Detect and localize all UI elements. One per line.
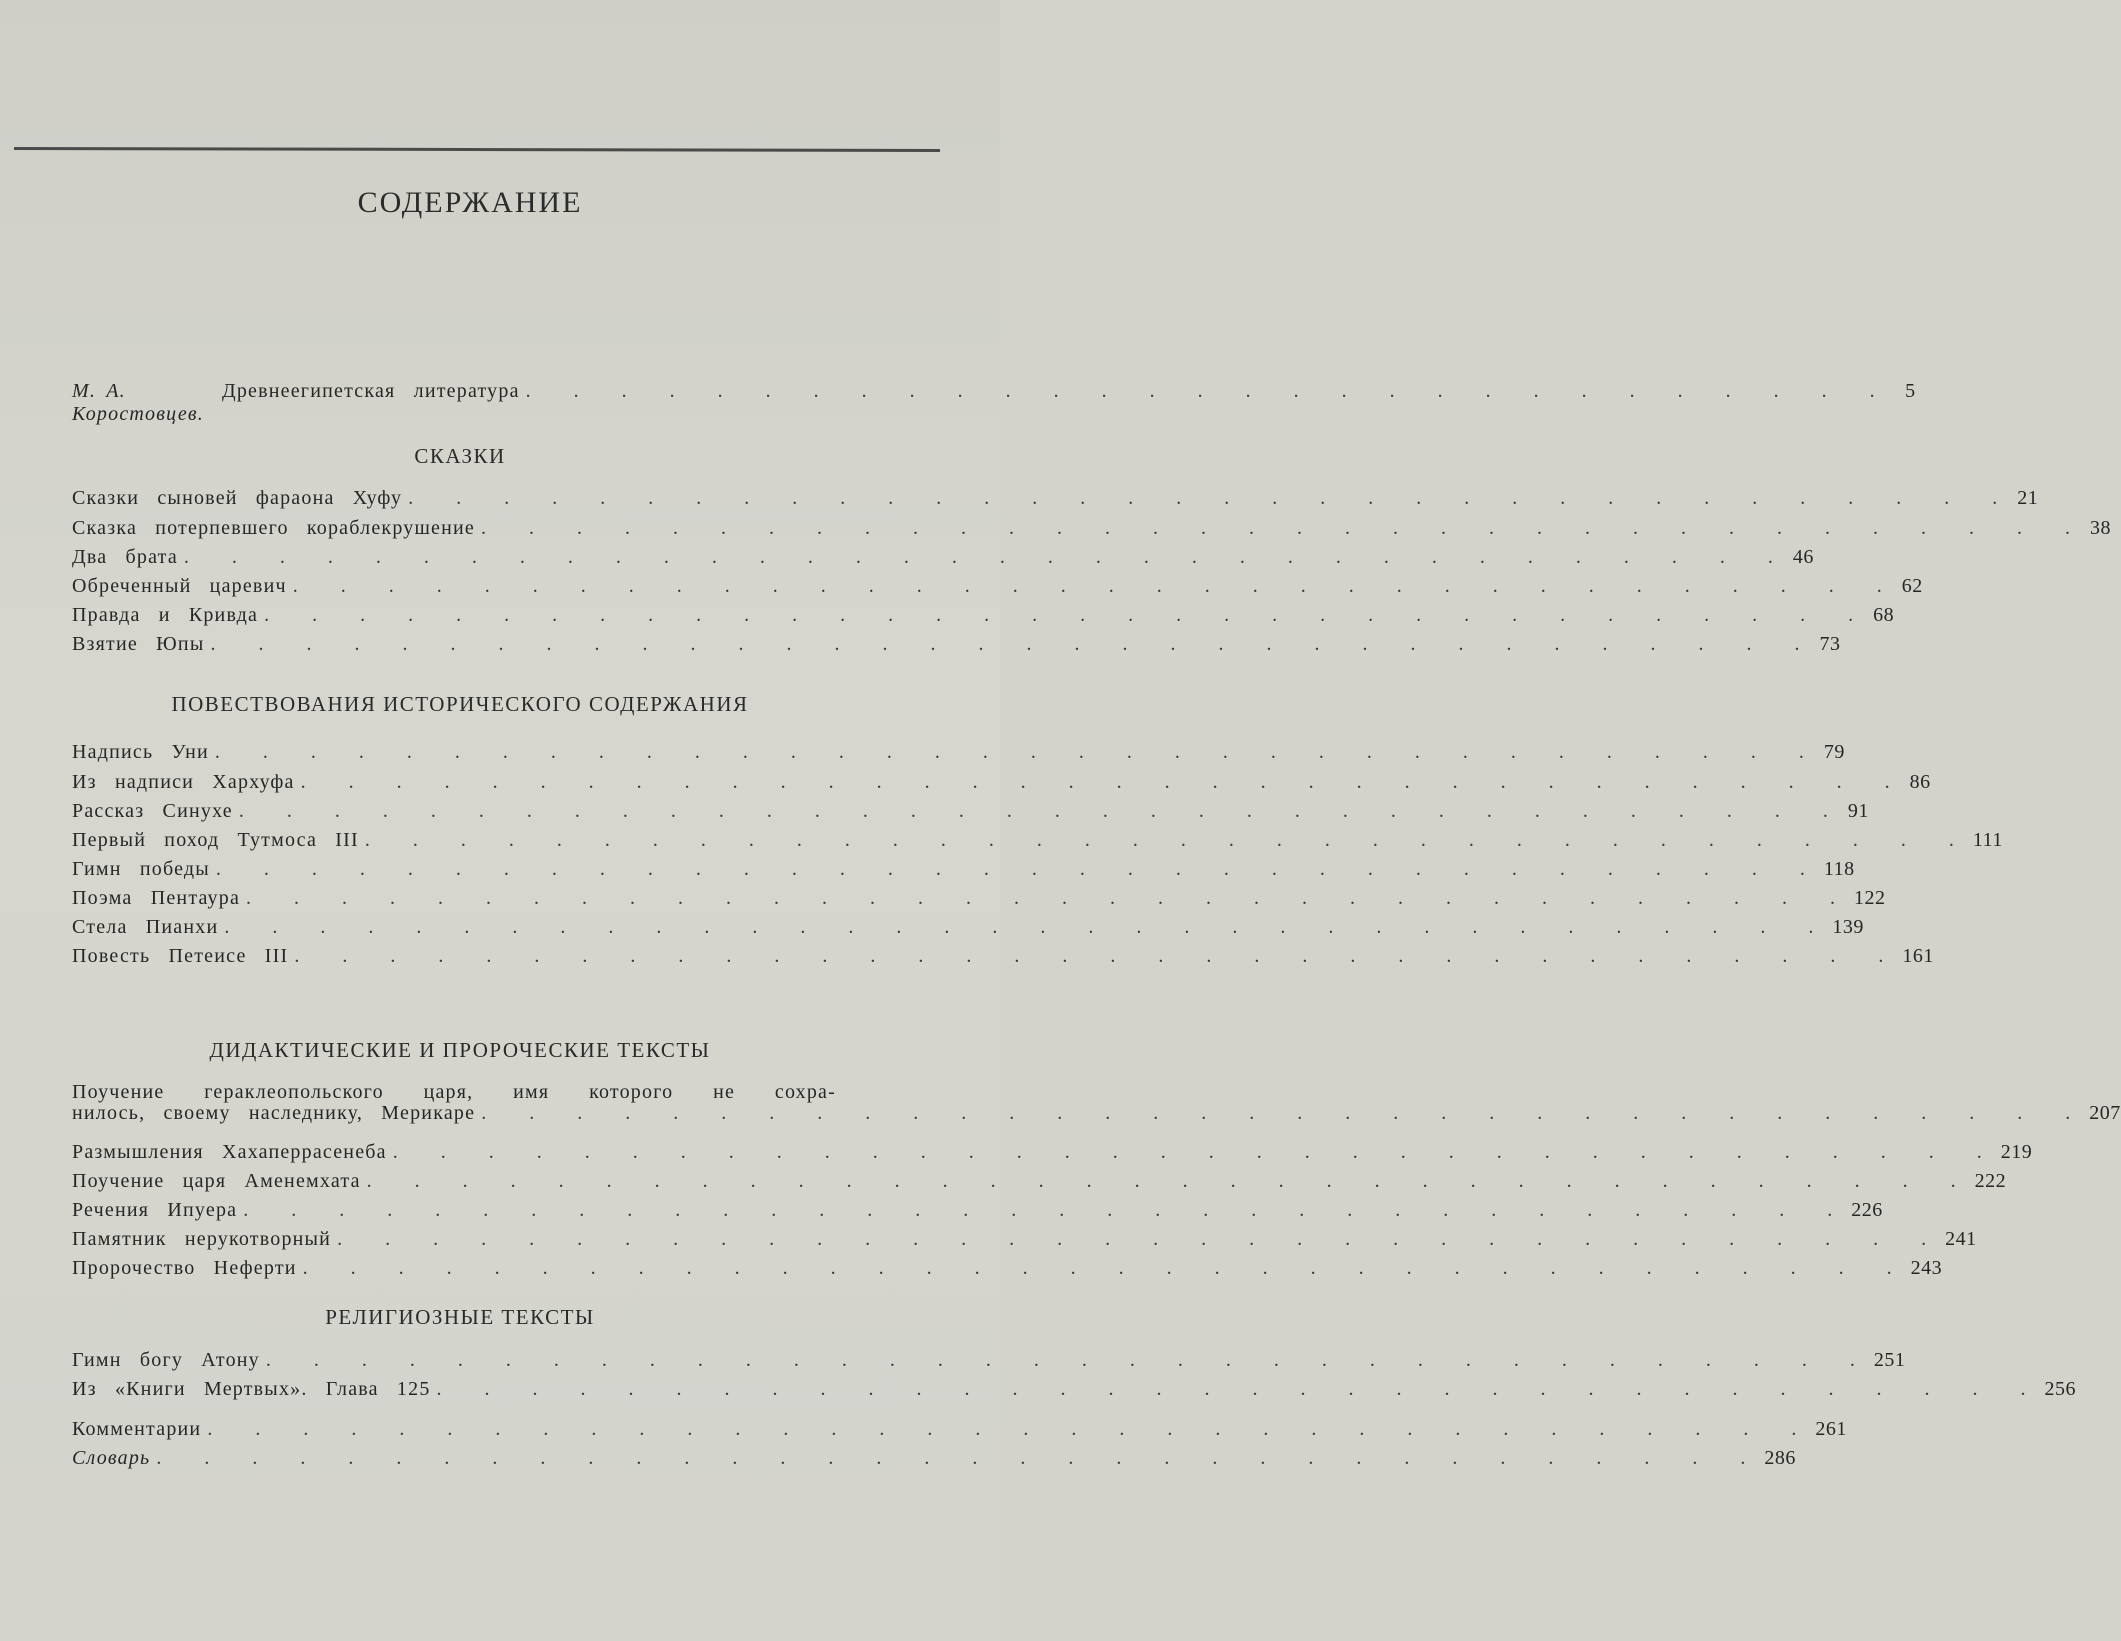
toc-entry (72, 1199, 1883, 1227)
entry-page: 46 (1792, 546, 1814, 568)
entry-title: Стела Пианхи (72, 916, 219, 938)
intro-title: Древнеегипетская литература (221, 380, 520, 402)
entry-page: 222 (1974, 1170, 2007, 1192)
entry-page: 21 (2017, 487, 2039, 509)
entry-page: 79 (1823, 741, 1845, 763)
entry-page: 86 (1909, 771, 1931, 793)
entry-word: Поучение (72, 1081, 165, 1103)
toc-entry (72, 887, 1886, 915)
entry-title: Пророчество Неферти (72, 1257, 297, 1279)
toc-entry (72, 741, 1845, 769)
entry-title: Из «Книги Мертвых». Глава 125 (72, 1378, 431, 1400)
entry-page: 161 (1902, 945, 1934, 967)
toc-entry (72, 771, 1931, 799)
leader-dots: . . . . . . . . . . . . . . . . . . . . . . . . . . . . . . . . . . (183, 546, 1786, 568)
entry-page: 91 (1847, 800, 1869, 822)
leader-dots: . . . . . . . . . . . . . . . . . . . . . . . . . . . . . . . . . . (243, 1199, 1846, 1221)
entry-title: Сказки сыновей фараона Хуфу (72, 487, 403, 509)
section-heading-religious: РЕЛИГИОЗНЫЕ ТЕКСТЫ (325, 1305, 595, 1329)
entry-page: 139 (1832, 916, 1864, 938)
toc-entry (72, 546, 1814, 574)
leader-dots: . . . . . . . . . . . . . . . . . . . . . . . . . . . . . . . . . . (302, 1257, 1905, 1279)
leader-dots: . . . . . . . . . . . . . . . . . . . . . . . . . . . . . . . . . . (300, 771, 1903, 793)
leader-dots: . . . . . . . . . . . . . . . . . . . . . . . . . . . . . . . . . . (337, 1228, 1940, 1250)
toc-entry-glossary (72, 1447, 1796, 1475)
toc-entry (72, 1228, 1977, 1256)
entry-title: Из надписи Хархуфа (72, 771, 295, 793)
entry-page: 207 (2089, 1102, 2121, 1124)
toc-entry (72, 1141, 2033, 1169)
leader-dots: . . . . . . . . . . . . . . . . . . . . . . . . . . . . . . . . . . (214, 741, 1817, 763)
leader-dots: . . . . . . . . . . . . . . . . . . . . . . . . . . . . . . . . . . (292, 575, 1895, 597)
entry-title: Рассказ Синухе (72, 800, 233, 822)
leader-dots: . . . . . . . . . . . . . . . . . . . . . . . . . . . . . (525, 380, 1888, 402)
toc-entry (72, 858, 1855, 886)
toc-entry (72, 633, 1841, 661)
entry-title: Гимн победы (72, 858, 210, 880)
entry-page: 122 (1854, 887, 1886, 909)
leader-dots: . . . . . . . . . . . . . . . . . . . . . . . . . . . . . . . . . . (265, 1349, 1868, 1371)
leader-dots: . . . . . . . . . . . . . . . . . . . . . . . . . . . . . . . . . . (264, 604, 1867, 626)
toc-entry (72, 487, 2039, 515)
toc-entry (72, 945, 1934, 973)
entry-title: Размышления Хахаперрасенеба (72, 1141, 387, 1163)
leader-dots: . . . . . . . . . . . . . . . . . . . . . . . . . . . . . . . . . . (156, 1447, 1759, 1469)
toc-entry (72, 1378, 2077, 1406)
entry-title: Обреченный царевич (72, 575, 287, 597)
entry-page: 62 (1901, 575, 1923, 597)
leader-dots: . . . . . . . . . . . . . . . . . . . . . . . . . . . . . . . . . . (210, 633, 1813, 655)
page-title: СОДЕРЖАНИЕ (357, 186, 583, 219)
leader-dots: . . . . . . . . . . . . . . . . . . . . . . . . . . . . . . . . . . (392, 1141, 1995, 1163)
intro-page: 5 (1905, 380, 1916, 402)
leader-dots: . . . . . . . . . . . . . . . . . . . . . . . . . . . . . . . . . . (364, 829, 1967, 851)
entry-page: 243 (1910, 1257, 1943, 1279)
entry-title: Правда и Кривда (72, 604, 259, 626)
leader-dots: . . . . . . . . . . . . . . . . . . . . . . . . . . . . . . . . . . (246, 887, 1849, 909)
toc-entry (72, 829, 2003, 857)
toc-entry-commentary (72, 1418, 1847, 1446)
leader-dots: . . . . . . . . . . . . . . . . . . . . . . . . . . . . . . . . . . (481, 1102, 2084, 1124)
leader-dots: . . . . . . . . . . . . . . . . . . . . . . . . . . . . . . . . . . (481, 517, 2084, 539)
entry-page: 241 (1945, 1228, 1977, 1250)
entry-page: 38 (2090, 517, 2112, 539)
entry-word: имя (513, 1081, 550, 1103)
leader-dots: . . . . . . . . . . . . . . . . . . . . . . . . . . . . . . . . . . (238, 800, 1841, 822)
toc-entry (72, 916, 1864, 944)
section-heading-historical: ПОВЕСТВОВАНИЯ ИСТОРИЧЕСКОГО СОДЕРЖАНИЯ (171, 692, 749, 716)
toc-entry (72, 800, 1869, 828)
entry-title: Сказка потерпевшего кораблекрушение (72, 517, 476, 539)
entry-page: 261 (1815, 1418, 1847, 1440)
entry-title-line2: нилось, своему наследнику, Мерикаре (72, 1102, 476, 1124)
leader-dots: . . . . . . . . . . . . . . . . . . . . . . . . . . . . . . . . . . (294, 945, 1897, 967)
entry-title: Повесть Петеисе III (72, 945, 289, 967)
leader-dots: . . . . . . . . . . . . . . . . . . . . . . . . . . . . . . . . . . (224, 916, 1827, 938)
leader-dots: . . . . . . . . . . . . . . . . . . . . . . . . . . . . . . . . . . (366, 1170, 1969, 1192)
toc-entry (72, 1170, 2007, 1198)
entry-word: не (713, 1081, 736, 1103)
section-heading-tales: СКАЗКИ (414, 444, 506, 468)
entry-page: 118 (1823, 858, 1855, 880)
entry-page: 111 (1972, 829, 2003, 851)
leader-dots: . . . . . . . . . . . . . . . . . . . . . . . . . . . . . . . . . . (436, 1378, 2039, 1400)
toc-entry (72, 1257, 1943, 1285)
entry-page: 68 (1873, 604, 1895, 626)
toc-entry (72, 517, 2112, 545)
toc-entry (72, 604, 1895, 632)
entry-title: Гимн богу Атону (72, 1349, 260, 1371)
entry-title: Комментарии (72, 1418, 202, 1440)
leader-dots: . . . . . . . . . . . . . . . . . . . . . . . . . . . . . . . . . . (207, 1418, 1810, 1440)
entry-word: которого (589, 1081, 674, 1103)
entry-word: сохра- (774, 1081, 836, 1103)
entry-page: 251 (1873, 1349, 1906, 1371)
intro-author: М. А. Коростовцев. (72, 380, 204, 425)
entry-page: 256 (2044, 1378, 2077, 1400)
entry-page: 286 (1764, 1447, 1796, 1469)
top-rule (14, 147, 940, 152)
entry-title: Поэма Пентаура (72, 887, 241, 909)
entry-title: Взятие Юпы (72, 633, 205, 655)
leader-dots: . . . . . . . . . . . . . . . . . . . . . . . . . . . . . . . . . . (408, 487, 2011, 509)
entry-title: Памятник нерукотворный (72, 1228, 332, 1250)
leader-dots: . . . . . . . . . . . . . . . . . . . . . . . . . . . . . . . . . . (215, 858, 1818, 880)
entry-title: Поучение царя Аменемхата (72, 1170, 361, 1192)
entry-page: 226 (1851, 1199, 1883, 1221)
toc-entry-intro (72, 380, 1916, 425)
toc-entry (72, 575, 1923, 603)
toc-entry (72, 1102, 2121, 1130)
entry-title: Речения Ипуера (72, 1199, 238, 1221)
entry-title: Два брата (72, 546, 178, 568)
entry-page: 219 (2000, 1141, 2033, 1163)
entry-title: Первый поход Тутмоса III (72, 829, 359, 851)
toc-entry (72, 1349, 1906, 1377)
entry-page: 73 (1819, 633, 1841, 655)
entry-word: царя, (423, 1081, 474, 1103)
entry-title: Словарь (72, 1447, 151, 1469)
entry-word: гераклеопольского (204, 1081, 384, 1103)
entry-title: Надпись Уни (72, 741, 209, 763)
section-heading-didactic: ДИДАКТИЧЕСКИЕ И ПРОРОЧЕСКИЕ ТЕКСТЫ (209, 1038, 711, 1062)
entry-title-line1 (72, 1081, 836, 1104)
